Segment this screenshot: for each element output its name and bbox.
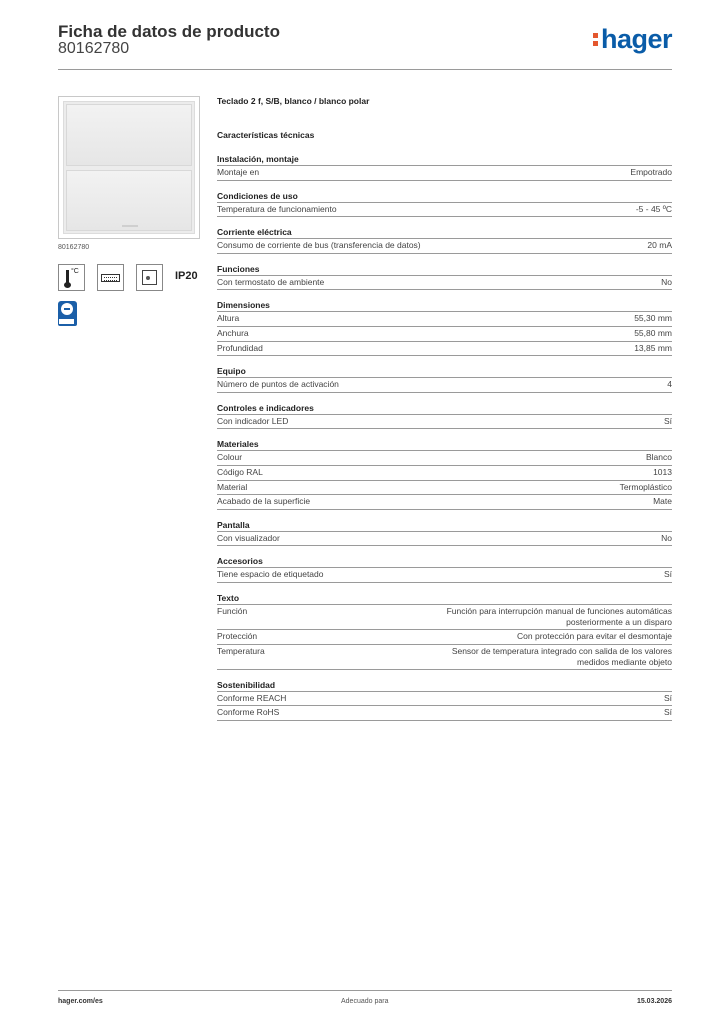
image-caption: 80162780 <box>58 244 90 251</box>
spec-group-title: Funciones <box>217 264 672 276</box>
spec-label: Temperatura <box>217 645 265 656</box>
spec-group <box>217 227 672 254</box>
spec-label: Con termostato de ambiente <box>217 276 325 287</box>
spec-label: Tiene espacio de etiquetado <box>217 569 324 580</box>
spec-row <box>217 532 672 547</box>
spec-label: Profundidad <box>217 342 263 353</box>
spec-row <box>217 312 672 327</box>
lower-key <box>66 170 192 231</box>
spec-group <box>217 366 672 393</box>
thermometer-celsius-icon: °C <box>58 264 85 291</box>
spec-row <box>217 692 672 707</box>
spec-row <box>217 630 672 645</box>
hager-logo <box>593 24 672 55</box>
spec-value: Sí <box>663 707 672 718</box>
logo-text: hager <box>600 24 672 54</box>
spec-group <box>217 300 672 356</box>
spec-label: Anchura <box>217 327 249 338</box>
footer-date: 15.03.2026 <box>636 998 672 1005</box>
spec-row <box>217 276 672 291</box>
product-name: Teclado 2 f, S/B, blanco / blanco polar <box>217 96 370 106</box>
spec-value: No <box>661 276 672 287</box>
spec-label: Colour <box>217 452 243 463</box>
spec-group-title: Accesorios <box>217 556 672 568</box>
spec-row <box>217 481 672 496</box>
footer-divider <box>58 990 672 991</box>
spec-group-title: Instalación, montaje <box>217 154 672 166</box>
spec-value: 13,85 mm <box>634 342 672 353</box>
spec-row <box>217 568 672 583</box>
spec-group <box>217 154 672 181</box>
spec-value: 20 mA <box>647 240 672 251</box>
spec-group-title: Equipo <box>217 366 672 378</box>
spec-row <box>217 327 672 342</box>
display-icon <box>97 264 124 291</box>
spec-group <box>217 264 672 291</box>
spec-group <box>217 556 672 583</box>
spec-value: 55,30 mm <box>634 313 672 324</box>
document-title: Ficha de datos de producto <box>58 22 280 41</box>
spec-group-title: Texto <box>217 593 672 605</box>
spec-value: Mate <box>653 496 672 507</box>
spec-row <box>217 466 672 481</box>
spec-row <box>217 166 672 181</box>
header-divider <box>58 69 672 70</box>
spec-group-title: Pantalla <box>217 520 672 532</box>
spec-row <box>217 378 672 393</box>
spec-value: Sensor de temperatura integrado con salida de los valores medidos mediante objeto <box>451 645 672 667</box>
spec-value: 55,80 mm <box>634 327 672 338</box>
upper-key <box>66 104 192 166</box>
spec-group-title: Controles e indicadores <box>217 403 672 415</box>
spec-label: Número de puntos de activación <box>217 379 339 390</box>
spec-groups <box>217 154 672 721</box>
spec-value: Empotrado <box>630 167 672 177</box>
spec-group-title: Condiciones de uso <box>217 191 672 203</box>
spec-value: Sí <box>663 569 672 580</box>
key-notch <box>122 225 138 227</box>
sensor-icon <box>136 264 163 291</box>
spec-label: Acabado de la superficie <box>217 496 311 507</box>
spec-group-title: Dimensiones <box>217 300 672 312</box>
spec-label: Conforme RoHS <box>217 707 280 718</box>
spec-area <box>217 96 672 721</box>
spec-row <box>217 451 672 466</box>
spec-group-title: Materiales <box>217 439 672 451</box>
footer-website: hager.com/es <box>58 998 103 1005</box>
spec-row <box>217 706 672 721</box>
product-image <box>63 101 195 234</box>
spec-group <box>217 593 672 670</box>
spec-label: Con indicador LED <box>217 415 289 426</box>
spec-label: Protección <box>217 630 258 641</box>
spec-label: Temperatura de funcionamiento <box>217 203 337 214</box>
spec-row <box>217 645 672 670</box>
spec-value: No <box>661 532 672 543</box>
spec-value: -5 - 45 ºC <box>635 203 672 214</box>
spec-value: Sí <box>663 415 672 426</box>
spec-group-title: Sostenibilidad <box>217 680 672 692</box>
ip-rating: IP20 <box>175 270 198 282</box>
spec-value: Con protección para evitar el desmontaje <box>517 630 672 641</box>
spec-label: Conforme REACH <box>217 692 287 703</box>
product-image-frame <box>58 96 200 239</box>
footer-note: Adecuado para <box>341 998 389 1005</box>
spec-row <box>217 239 672 254</box>
spec-group <box>217 403 672 430</box>
logo-dots-icon <box>593 31 599 47</box>
spec-group <box>217 191 672 218</box>
spec-label: Altura <box>217 313 240 324</box>
spec-value: Termoplástico <box>619 481 672 492</box>
spec-group <box>217 680 672 721</box>
spec-value: Función para interrupción manual de funciones automáticas posteriormente a un disparo <box>446 605 672 628</box>
spec-label: Consumo de corriente de bus (transferencia de datos) <box>217 240 421 251</box>
spec-label: Montaje en <box>217 167 260 177</box>
spec-row <box>217 342 672 357</box>
spec-label: Material <box>217 481 248 492</box>
spec-value: Blanco <box>646 452 672 463</box>
spec-row <box>217 495 672 510</box>
spec-group-title: Corriente eléctrica <box>217 227 672 239</box>
spec-row <box>217 203 672 218</box>
product-code: 80162780 <box>58 40 130 57</box>
spec-value: Sí <box>663 692 672 703</box>
spec-row <box>217 415 672 430</box>
spec-label: Código RAL <box>217 466 263 477</box>
spec-label: Con visualizador <box>217 532 280 543</box>
spec-value: 4 <box>667 379 672 390</box>
section-title: Características técnicas <box>217 130 315 140</box>
spec-row <box>217 605 672 630</box>
spec-value: 1013 <box>653 466 672 477</box>
spec-group <box>217 439 672 509</box>
page-header <box>58 20 672 70</box>
eco-passport-icon <box>58 301 77 326</box>
spec-group <box>217 520 672 547</box>
spec-label: Función <box>217 605 248 616</box>
